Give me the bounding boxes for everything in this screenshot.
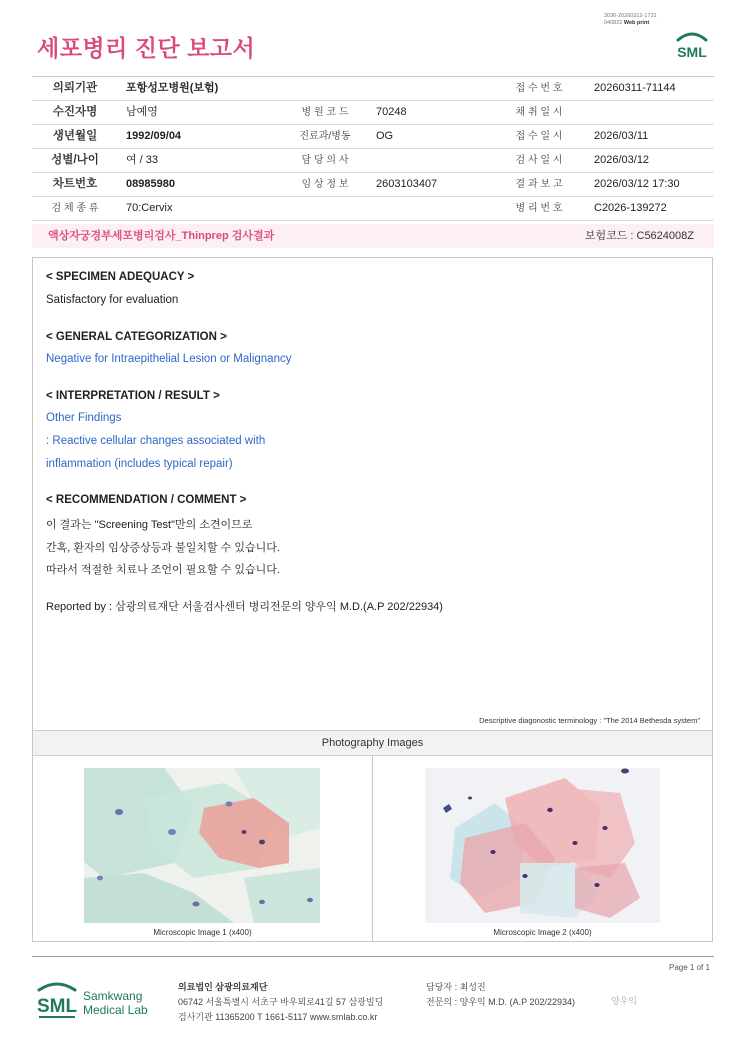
reported-by: Reported by : 삼광의료재단 서울검사센터 병리전문의 양우익 M.D.(A.P 202/22934) — [46, 601, 443, 613]
info-label: 접 수 번 호 — [515, 83, 563, 94]
footer-logo-sub1: Samkwang — [83, 989, 143, 1003]
recommendation-text-2: 간혹, 환자의 임상증상등과 불일치할 수 있습니다. — [46, 542, 280, 554]
info-label: 병 원 코 드 — [301, 107, 349, 118]
org-contact: 검사기관 11365200 T 1661-5117 www.smlab.co.kr — [178, 1012, 378, 1022]
interpretation-text-3: inflammation (includes typical repair) — [46, 458, 233, 470]
interpretation-heading: < INTERPRETATION / RESULT > — [46, 390, 220, 402]
microscopic-image-1 — [84, 768, 320, 923]
signature: 양우익 — [611, 997, 638, 1007]
info-value: 여 / 33 — [126, 154, 159, 166]
info-value: 08985980 — [126, 178, 175, 190]
sml-logo-icon — [672, 30, 712, 62]
photo-title: Photography Images — [321, 737, 424, 749]
report-title: 세포병리 진단 보고서 — [37, 35, 256, 61]
image-caption-1: Microscopic Image 1 (x400) — [153, 928, 252, 937]
info-value: C2026-139272 — [594, 202, 667, 214]
info-value: 70:Cervix — [126, 202, 173, 214]
info-label: 성별/나이 — [51, 154, 99, 166]
footer-logo-main: SML — [36, 996, 78, 1017]
org-address: 06742 서울특별시 서초구 바우뫼로41길 57 삼광빌딩 — [178, 997, 384, 1007]
samkwang-logo-icon — [35, 980, 165, 1022]
general-text: Negative for Intraepithelial Lesion or Malignancy — [46, 353, 292, 365]
info-label — [284, 77, 366, 100]
info-label: 차트번호 — [52, 178, 98, 190]
info-label: 의뢰기관 — [52, 82, 98, 94]
info-label: 결 과 보 고 — [515, 179, 563, 190]
interpretation-text-1: Other Findings — [46, 412, 122, 424]
info-row — [32, 76, 714, 101]
recommendation-heading: < RECOMMENDATION / COMMENT > — [46, 494, 247, 506]
info-label: 진료과/병동 — [299, 131, 351, 142]
footer-logo-sub2: Medical Lab — [83, 1003, 148, 1017]
info-value: 남예영 — [126, 106, 158, 118]
info-label — [284, 197, 366, 220]
photo-divider — [372, 755, 373, 941]
info-row — [32, 149, 714, 173]
info-row — [32, 125, 714, 149]
info-row — [32, 173, 714, 197]
general-heading: < GENERAL CATEGORIZATION > — [46, 331, 227, 343]
info-value: 포항성모병원(보험) — [126, 82, 219, 94]
footer-divider — [32, 956, 714, 957]
info-value: 2026/03/12 17:30 — [594, 178, 680, 190]
interpretation-text-2: : Reactive cellular changes associated with — [46, 435, 266, 447]
report-body — [32, 257, 713, 942]
info-value: 70248 — [376, 106, 407, 118]
recommendation-text-3: 따라서 적절한 치료나 조언이 필요할 수 있습니다. — [46, 564, 280, 576]
page-number: Page 1 of 1 — [669, 963, 710, 972]
microscopic-image-2 — [425, 768, 660, 923]
info-label: 채 취 일 시 — [515, 107, 563, 118]
info-row — [32, 197, 714, 221]
image-caption-2: Microscopic Image 2 (x400) — [493, 928, 592, 937]
insurance-code: 보험코드 : C5624008Z — [584, 230, 694, 242]
recommendation-text-1: 이 결과는 "Screening Test"만의 소견이므로 — [46, 519, 253, 531]
info-label: 임 상 정 보 — [301, 179, 349, 190]
org-name: 의료법인 삼광의료재단 — [178, 982, 268, 992]
info-label: 담 당 의 사 — [301, 155, 349, 166]
info-label: 병 리 번 호 — [515, 203, 563, 214]
adequacy-text: Satisfactory for evaluation — [46, 294, 179, 306]
report-code: 3036-20260312-1731 040822 Web print — [604, 13, 657, 26]
info-value: 2603103407 — [376, 178, 438, 190]
sml-logo-text: SML — [677, 44, 707, 60]
specialist: 전문의 : 양우익 M.D. (A.P 202/22934) — [426, 997, 576, 1007]
exam-name: 액상자궁경부세포병리검사_Thinprep 검사결과 — [48, 230, 275, 242]
info-value: 2026/03/11 — [594, 130, 649, 142]
exam-bar — [32, 224, 714, 248]
info-label: 검 체 종 류 — [51, 203, 99, 214]
info-label: 생년월일 — [52, 130, 98, 142]
photo-header — [33, 730, 712, 756]
info-label: 접 수 일 시 — [515, 131, 563, 142]
info-value: OG — [376, 130, 394, 142]
footer-logo — [35, 980, 165, 1027]
info-row — [32, 101, 714, 125]
staff-in-charge: 담당자 : 최성진 — [426, 982, 486, 992]
info-label: 수진자명 — [52, 106, 98, 118]
bethesda-note: Descriptive diagonostic terminology : "The 2014 Bethesda system" — [479, 716, 700, 725]
info-label: 검 사 일 시 — [515, 155, 563, 166]
info-value: 2026/03/12 — [594, 154, 650, 166]
adequacy-heading: < SPECIMEN ADEQUACY > — [46, 271, 195, 283]
info-value: 1992/09/04 — [126, 130, 182, 142]
info-value: 20260311-71144 — [594, 82, 676, 94]
patient-info-table — [32, 76, 714, 221]
